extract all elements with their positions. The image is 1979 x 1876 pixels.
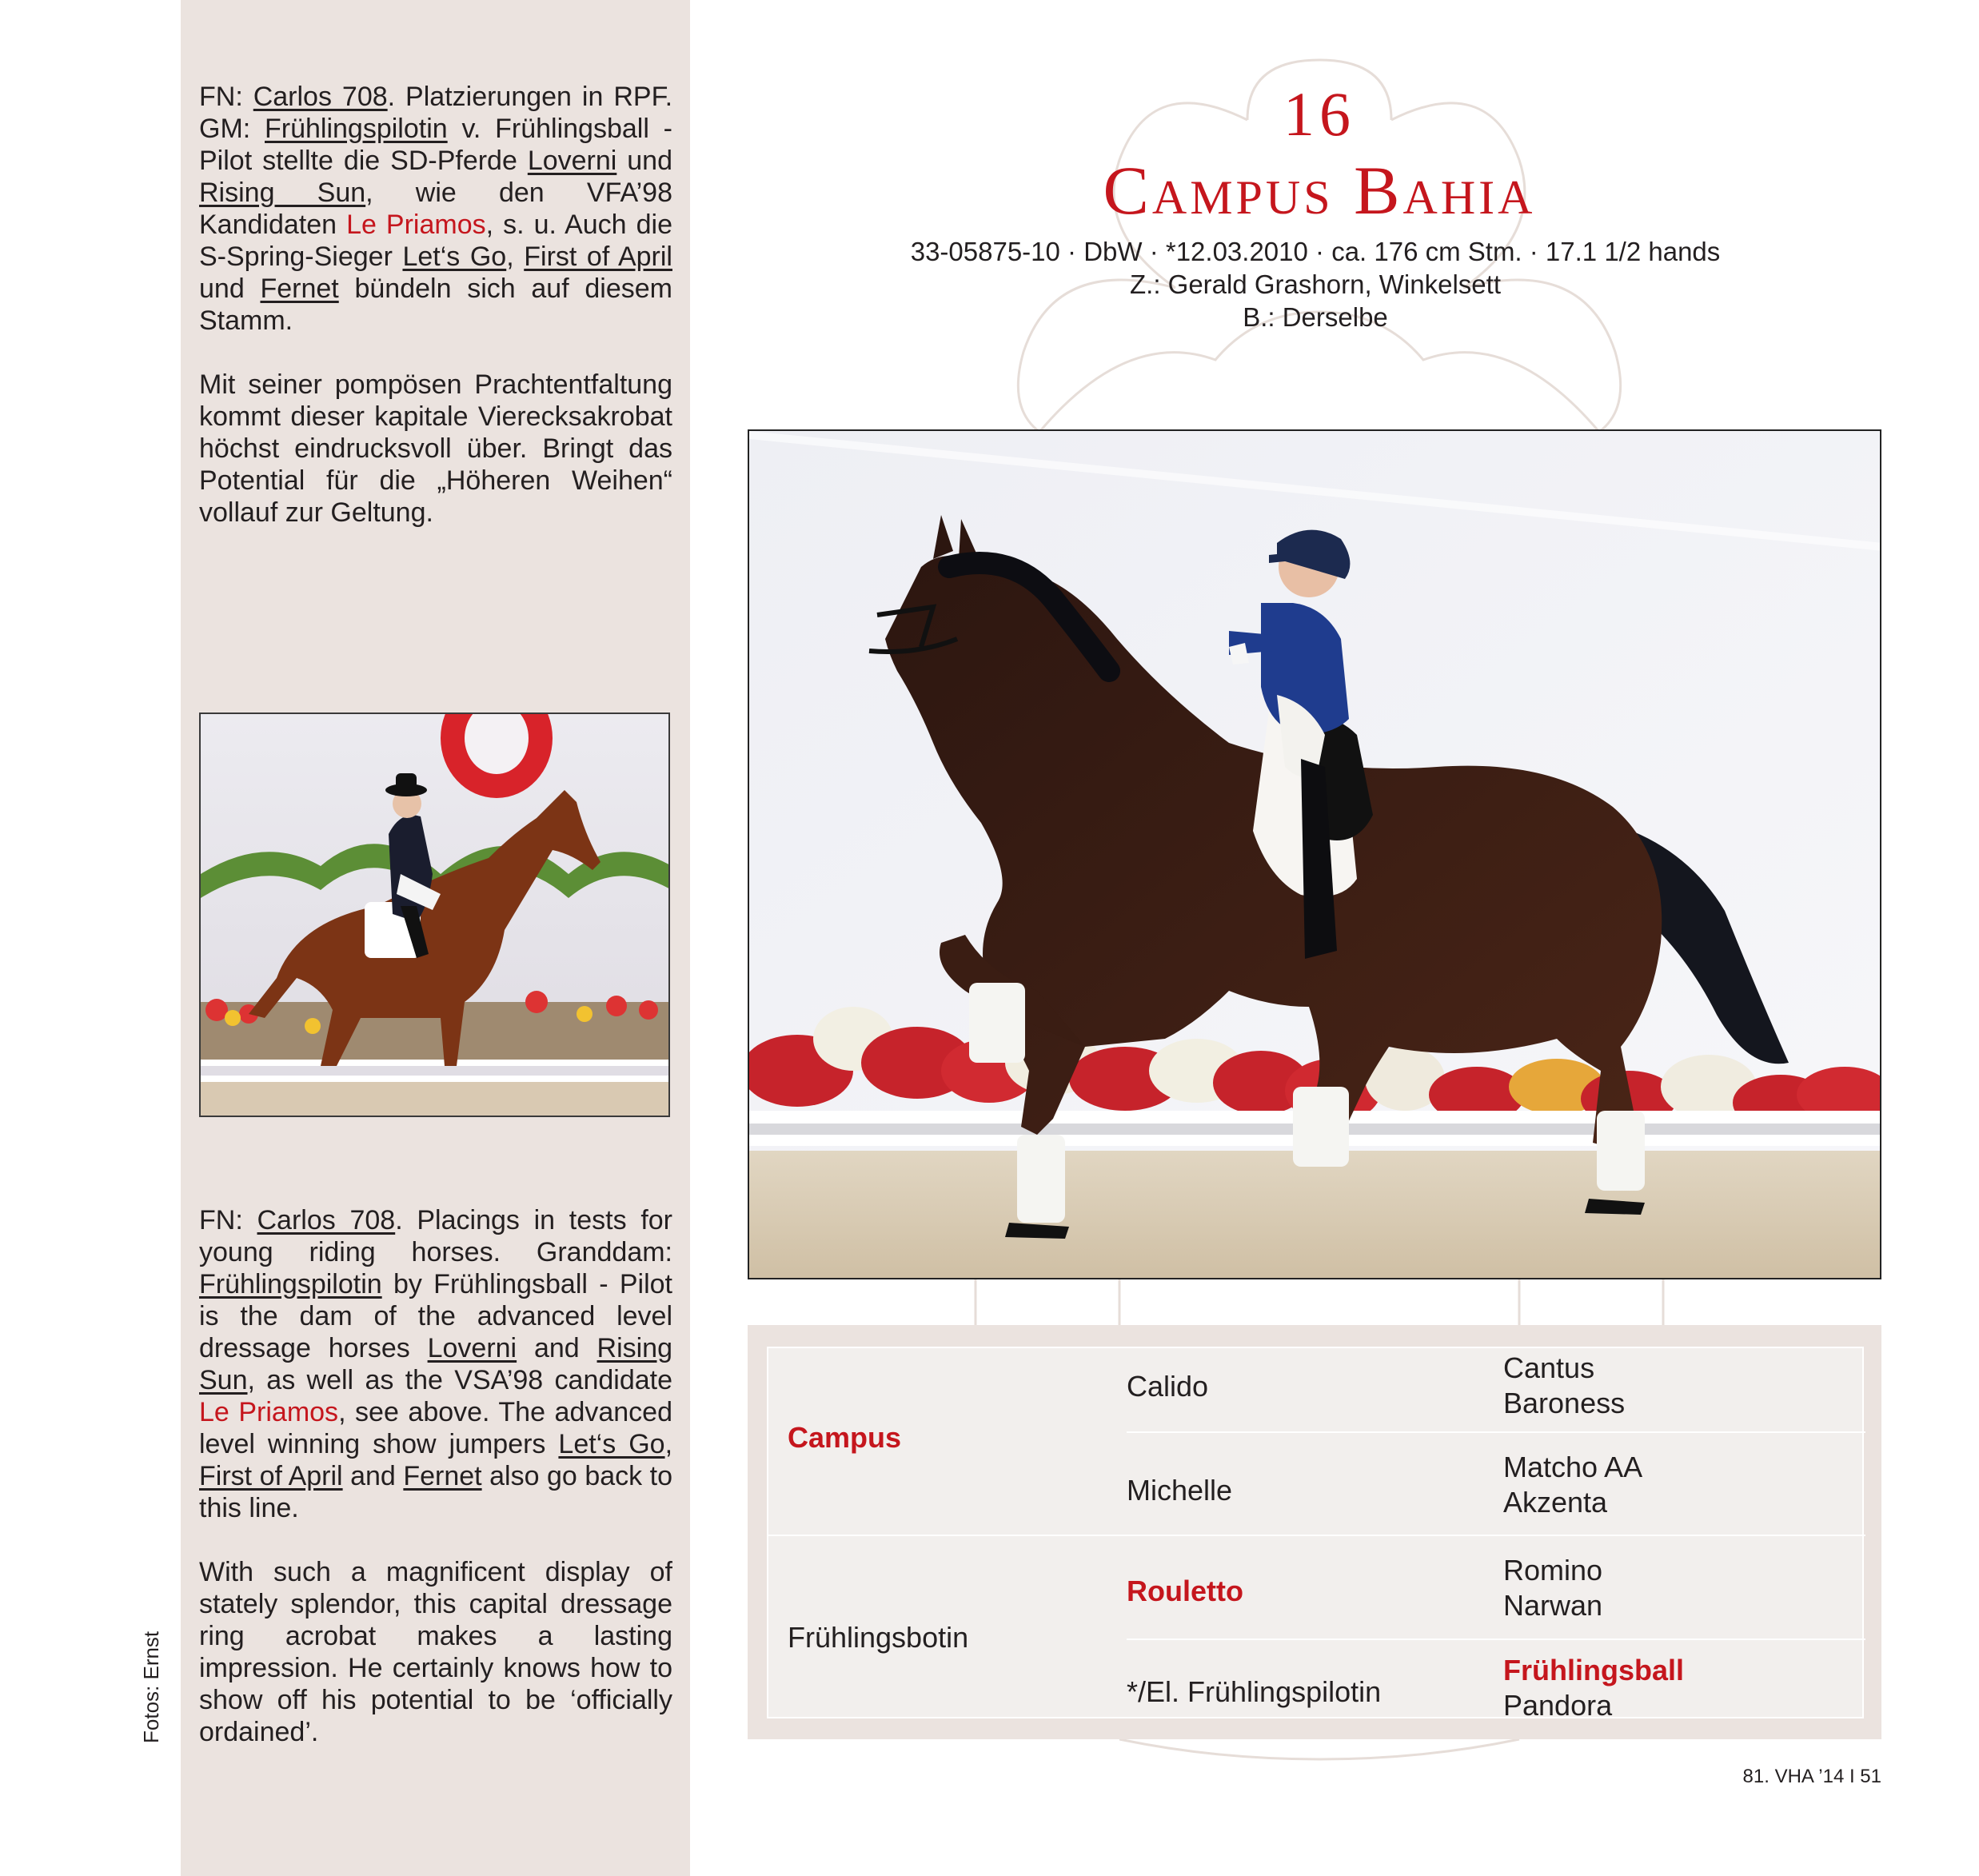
pedigree-sire-dam: Michelle [1127, 1474, 1233, 1507]
pedigree-dam: Frühlingsbotin [788, 1621, 969, 1654]
german-text-run: FN: [199, 82, 253, 112]
catalog-number: 16 [1283, 79, 1355, 149]
german-description [199, 81, 672, 561]
english-horse-name-link: Frühlingspilotin [199, 1269, 382, 1299]
pedigree-dam-dam: */El. Frühlingspilotin [1127, 1675, 1382, 1708]
english-text-run: . Placings in tests for young riding horses. Granddam: [199, 1205, 673, 1267]
english-text-run: and [517, 1333, 597, 1363]
german-text-run: und [199, 273, 261, 304]
pedigree-divider-upper [1127, 1431, 1865, 1433]
pedigree-divider-lower [1127, 1639, 1865, 1640]
english-text-run: FN: [199, 1205, 257, 1235]
pedigree-g3-3a: Romino [1503, 1554, 1603, 1587]
german-text-run: , s. u. Auch die S-Spring-Sieger [199, 210, 672, 272]
pedigree-g3-2b: Akzenta [1503, 1486, 1608, 1519]
german-text-run: . Platzierungen in RPF. GM: [199, 82, 673, 144]
german-paragraph-assessment: Mit seiner pompösen Prachtentfaltung kommt dieser kapitale Vierecksakrobat höchst eindrucksvoll über. Bringt das Potential für die „Höheren Weihen“ vollauf zur Geltung. [199, 369, 672, 528]
pedigree-divider-main [768, 1535, 1865, 1536]
german-text-run: und [616, 146, 672, 176]
english-text-run: , as well as the VSA’98 candidate [247, 1365, 672, 1395]
german-horse-name-link: Loverni [527, 146, 617, 176]
german-horse-name-link: Carlos 708 [253, 82, 388, 112]
pedigree-g3-3b: Narwan [1503, 1589, 1603, 1622]
english-text-run: also go back to this line. [199, 1461, 673, 1523]
pedigree-g3-4a: Frühlingsball [1503, 1654, 1685, 1686]
pedigree-g3-2a: Matcho AA [1503, 1451, 1643, 1483]
english-horse-name-link: Let‘s Go [558, 1429, 665, 1459]
pedigree-dam-sire: Rouletto [1127, 1575, 1243, 1607]
german-horse-name-link: First of April [524, 241, 672, 272]
english-text-run: , [664, 1429, 673, 1459]
campus-bahia-photo-illustration [749, 431, 1881, 1279]
english-horse-name-link: First of April [199, 1461, 343, 1491]
german-horse-name-link: Fernet [260, 273, 339, 304]
carlos-708-photo-illustration [201, 714, 670, 1117]
german-text-run: , wie den VFA’98 Kandidaten [199, 178, 672, 240]
english-text-run: by Frühlingsball - Pilot is the dam of the advanced level dressage horses [199, 1269, 672, 1363]
english-horse-name-link: Loverni [427, 1333, 517, 1363]
german-highlight-name: Le Priamos [346, 210, 486, 240]
pedigree-g3-1a: Cantus [1503, 1351, 1595, 1384]
english-horse-name-link: Rising Sun [199, 1333, 672, 1395]
main-horse-photo [748, 429, 1881, 1279]
german-horse-name-link: Frühlingspilotin [265, 114, 448, 144]
pedigree-sire: Campus [788, 1421, 902, 1454]
german-horse-name-link: Let‘s Go [402, 241, 507, 272]
english-horse-name-link: Carlos 708 [257, 1205, 396, 1235]
english-horse-name-link: Fernet [403, 1461, 482, 1491]
breeder-line: Z.: Gerald Grashorn, Winkelsett [1130, 269, 1501, 299]
german-text-run: v. Frühlingsball - Pilot stellte die SD-Pferde [199, 114, 672, 176]
english-paragraph-assessment: With such a magnificent display of stately splendor, this capital dressage ring acrobat makes a lasting impression. He certainly knows how to show off his potential to be ‘officially ordained’. [199, 1557, 672, 1747]
pedigree-grid [767, 1347, 1864, 1722]
english-text-run: and [342, 1461, 404, 1491]
page-footer: 81. VHA ’14 I 51 [1742, 1766, 1881, 1787]
pedigree-g3-1b: Baroness [1503, 1387, 1626, 1419]
pedigree-sire-sire: Calido [1127, 1370, 1209, 1403]
english-text-run: , see above. The advanced level winning show jumpers [199, 1397, 672, 1459]
german-text-run: bündeln sich auf diesem Stamm. [199, 273, 672, 336]
pedigree-table [748, 1325, 1881, 1739]
owner-line: B.: Derselbe [1243, 302, 1388, 332]
photo-credit: Fotos: Ernst [139, 1631, 163, 1743]
german-paragraph-pedigree [199, 81, 672, 337]
horse-name: Campus Bahia [1103, 152, 1536, 229]
secondary-horse-photo [199, 712, 670, 1117]
english-paragraph-pedigree [199, 1204, 672, 1524]
english-description [199, 1204, 672, 1780]
german-text-run: , [506, 241, 525, 272]
pedigree-g3-4b: Pandora [1503, 1689, 1613, 1722]
english-highlight-name: Le Priamos [199, 1397, 339, 1427]
horse-details: 33-05875-10 · DbW · *12.03.2010 · ca. 176 cm Stm. · 17.1 1/2 hands [910, 237, 1721, 266]
german-horse-name-link: Rising Sun [199, 178, 366, 208]
